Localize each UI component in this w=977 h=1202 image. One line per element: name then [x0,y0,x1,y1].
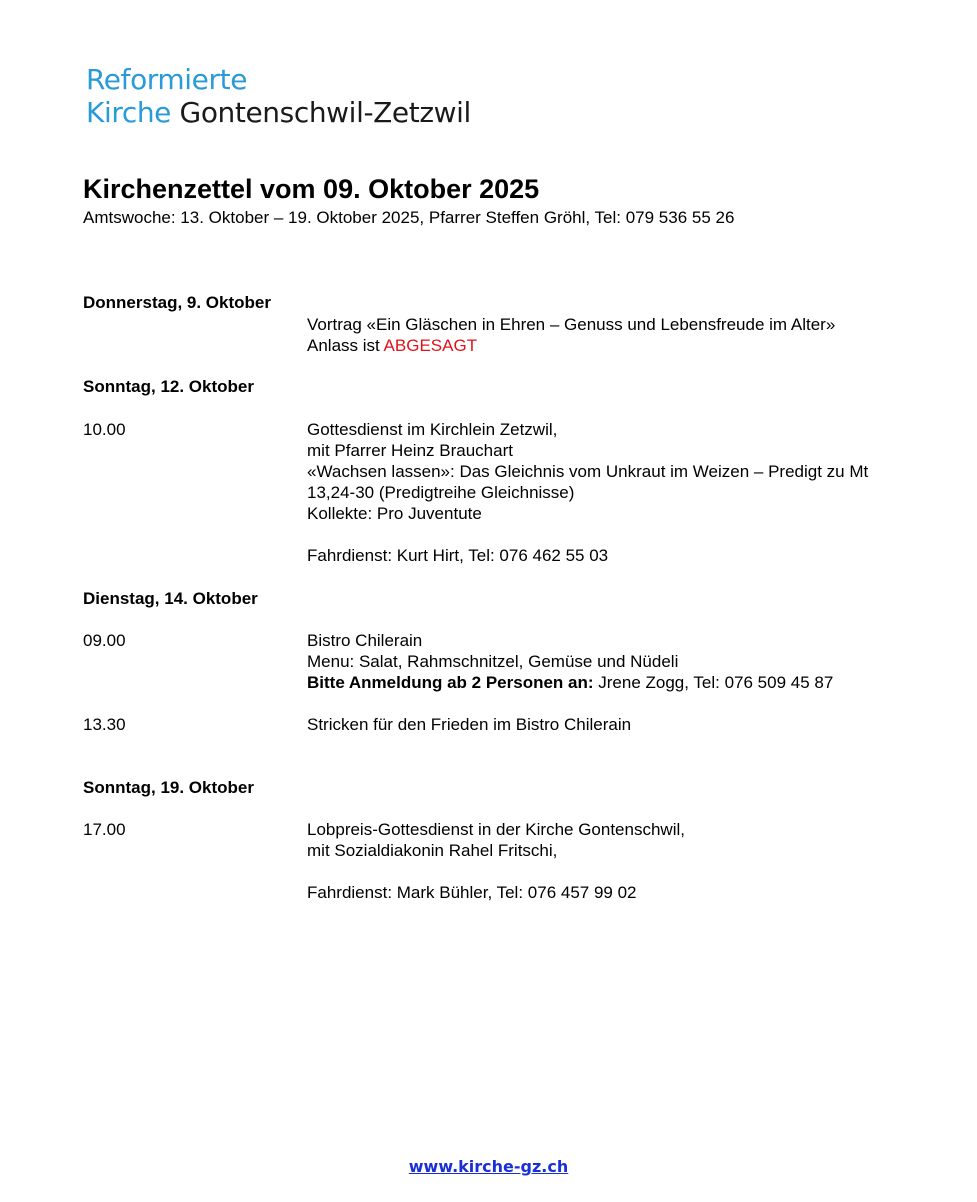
day-heading-sunday-19: Sonntag, 19. Oktober [83,778,254,797]
day-heading-thursday: Donnerstag, 9. Oktober [83,293,271,312]
event-line: Stricken für den Frieden im Bistro Chilerain [307,715,632,734]
footer [0,1156,977,1178]
event-line: mit Sozialdiakonin Rahel Fritschi, [307,841,558,860]
event-line: «Wachsen lassen»: Das Gleichnis vom Unkraut im Weizen – Predigt zu Mt [307,462,869,481]
logo-parish-name: Gontenschwil-Zetzwil [179,96,471,129]
event-line: Gottesdienst im Kirchlein Zetzwil, [307,420,558,439]
event-line: Menu: Salat, Rahmschnitzel, Gemüse und Nüdeli [307,652,679,671]
day-heading-tuesday: Dienstag, 14. Oktober [83,589,258,608]
event-line: Kollekte: Pro Juventute [307,504,482,523]
event-line: mit Pfarrer Heinz Brauchart [307,441,513,460]
logo [86,63,471,129]
event-time: 13.30 [83,715,126,734]
event-transport: Fahrdienst: Kurt Hirt, Tel: 076 462 55 03 [307,546,609,565]
page-subtitle: Amtswoche: 13. Oktober – 19. Oktober 2025, Pfarrer Steffen Gröhl, Tel: 079 536 55 26 [83,208,735,227]
event-time: 17.00 [83,820,126,839]
page-title: Kirchenzettel vom 09. Oktober 2025 [83,174,540,204]
cancelled-label: ABGESAGT [383,336,478,355]
event-time: 10.00 [83,420,126,439]
event-lecture-title: Vortrag «Ein Gläschen in Ehren – Genuss und Lebensfreude im Alter» [307,315,836,334]
signup-label: Bitte Anmeldung ab 2 Personen an: [307,673,594,692]
logo-line-1: Reformierte [86,63,248,96]
website-link[interactable]: www.kirche-gz.ch [408,1157,569,1176]
status-prefix: Anlass ist [307,336,384,355]
event-line: Bistro Chilerain [307,631,423,650]
signup-contact: Jrene Zogg, Tel: 076 509 45 87 [593,673,834,692]
day-heading-sunday-12: Sonntag, 12. Oktober [83,377,254,396]
logo-kirche: Kirche [86,96,172,129]
event-transport: Fahrdienst: Mark Bühler, Tel: 076 457 99 02 [307,883,637,902]
event-time: 09.00 [83,631,126,650]
event-line: Lobpreis-Gottesdienst in der Kirche Gontenschwil, [307,820,685,839]
event-signup [307,672,833,693]
event-line: 13,24-30 (Predigtreihe Gleichnisse) [307,483,575,502]
logo-line-2 [86,96,471,129]
event-lecture-status [307,335,477,356]
